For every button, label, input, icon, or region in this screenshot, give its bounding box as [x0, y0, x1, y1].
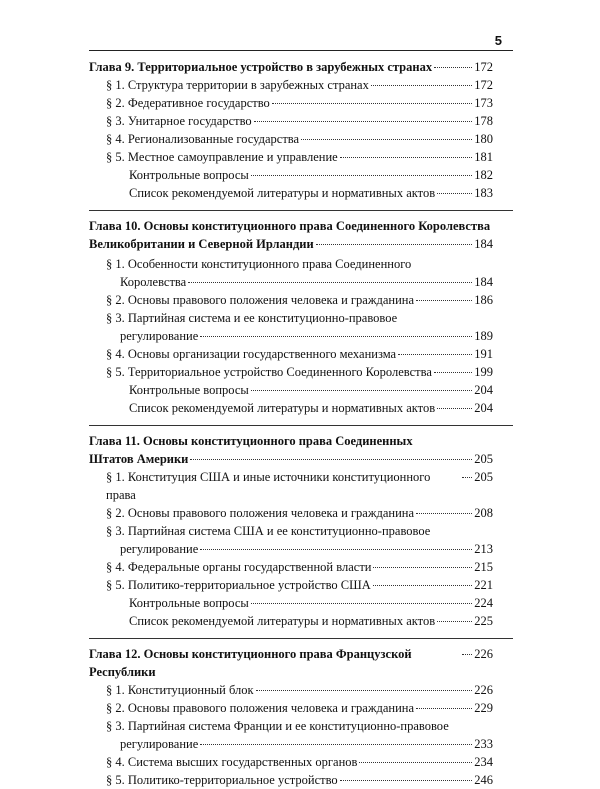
page-ref: 184: [474, 237, 493, 251]
dot-leader: [188, 281, 472, 283]
dot-leader: [371, 84, 472, 86]
section-title: § 4. Система высших государственных органов: [106, 755, 358, 769]
toc-item[interactable]: [89, 184, 493, 202]
section-title: § 2. Основы правового положения человека и гражданина: [106, 701, 415, 715]
dot-leader: [434, 371, 472, 373]
toc-item[interactable]: [89, 148, 493, 166]
toc-item[interactable]: [89, 255, 493, 291]
chapter-10-entry[interactable]: [89, 217, 493, 253]
section-title-line2: регулирование: [120, 542, 199, 556]
page-ref: 178: [474, 114, 493, 128]
page-ref: 204: [474, 401, 493, 415]
dot-leader: [272, 102, 472, 104]
toc-item[interactable]: [89, 468, 493, 504]
section-title: Контрольные вопросы: [129, 168, 249, 182]
table-of-contents: [89, 58, 493, 789]
section-title-line2: регулирование: [120, 737, 199, 751]
page-ref: 224: [474, 596, 493, 610]
page-ref: 184: [474, 275, 493, 289]
section-title: Контрольные вопросы: [129, 596, 249, 610]
page-ref: 204: [474, 383, 493, 397]
page-ref: 208: [474, 506, 493, 520]
dot-leader: [301, 138, 472, 140]
chapter-title: Глава 12. Основы конституционного права Французской Республики: [89, 647, 412, 679]
page-ref: 189: [474, 329, 493, 343]
chapter-11-entry[interactable]: [89, 432, 493, 468]
toc-item[interactable]: [89, 771, 493, 789]
page-ref: 229: [474, 701, 493, 715]
section-title: Контрольные вопросы: [129, 383, 249, 397]
toc-item[interactable]: [89, 381, 493, 399]
section-title-line2: Королевства: [120, 275, 187, 289]
toc-item[interactable]: [89, 576, 493, 594]
page-ref: 181: [474, 150, 493, 164]
page-number: 5: [494, 33, 502, 48]
dot-leader: [398, 353, 472, 355]
toc-item[interactable]: [89, 94, 493, 112]
dot-leader: [437, 407, 472, 409]
toc-item[interactable]: [89, 309, 493, 345]
section-title: § 2. Федеративное государство: [106, 96, 270, 110]
page-ref: 173: [474, 96, 493, 110]
chapter-divider: [89, 638, 513, 639]
dot-leader: [373, 584, 473, 586]
page-ref: 233: [474, 737, 493, 751]
page-ref: 205: [474, 452, 493, 466]
page-ref: 225: [474, 614, 493, 628]
page-ref: 183: [474, 186, 493, 200]
dot-leader: [416, 299, 472, 301]
toc-item[interactable]: [89, 130, 493, 148]
section-title: § 4. Регионализованные государства: [106, 132, 300, 146]
dot-leader: [251, 174, 472, 176]
toc-item[interactable]: [89, 166, 493, 184]
chapter-title-line2: Великобритании и Северной Ирландии: [89, 237, 314, 251]
section-title: § 5. Политико-территориальное устройство: [106, 773, 338, 787]
section-title: § 2. Основы правового положения человека и гражданина: [106, 506, 415, 520]
toc-item[interactable]: [89, 345, 493, 363]
chapter-title-line1: Глава 11. Основы конституционного права Соединенных: [89, 434, 413, 448]
header-rule: [89, 50, 513, 51]
dot-leader: [340, 779, 473, 781]
section-title: Список рекомендуемой литературы и нормативных актов: [129, 614, 436, 628]
page-ref: 172: [474, 60, 493, 74]
toc-item[interactable]: [89, 363, 493, 381]
page-ref: 191: [474, 347, 493, 361]
dot-leader: [416, 512, 472, 514]
page-ref: 226: [474, 647, 493, 661]
dot-leader: [437, 620, 472, 622]
toc-item[interactable]: [89, 753, 493, 771]
dot-leader: [200, 548, 472, 550]
chapter-9-entry[interactable]: [89, 58, 493, 76]
page-ref: 226: [474, 683, 493, 697]
toc-item[interactable]: [89, 717, 493, 753]
section-title-line2: регулирование: [120, 329, 199, 343]
dot-leader: [462, 476, 472, 478]
dot-leader: [256, 689, 473, 691]
section-title-line1: § 3. Партийная система США и ее конституционно-правовое: [106, 524, 431, 538]
section-title: Список рекомендуемой литературы и нормативных актов: [129, 186, 436, 200]
page-ref: 205: [474, 470, 493, 484]
dot-leader: [200, 743, 472, 745]
dot-leader: [462, 653, 472, 655]
section-title: Список рекомендуемой литературы и нормативных актов: [129, 401, 436, 415]
page-ref: 234: [474, 755, 493, 769]
toc-item[interactable]: [89, 594, 493, 612]
dot-leader: [340, 156, 473, 158]
section-title: § 4. Основы организации государственного механизма: [106, 347, 397, 361]
toc-item[interactable]: [89, 699, 493, 717]
dot-leader: [251, 389, 472, 391]
toc-item[interactable]: [89, 291, 493, 309]
toc-item[interactable]: [89, 112, 493, 130]
section-title: § 1. Конституция США и иные источники конституционного права: [106, 470, 431, 502]
chapter-title-line2: Штатов Америки: [89, 452, 189, 466]
dot-leader: [316, 243, 473, 245]
page-ref: 180: [474, 132, 493, 146]
section-title: § 3. Унитарное государство: [106, 114, 252, 128]
page-ref: 215: [474, 560, 493, 574]
dot-leader: [416, 707, 472, 709]
chapter-divider: [89, 425, 513, 426]
dot-leader: [190, 458, 472, 460]
page-ref: 221: [474, 578, 493, 592]
section-title: § 5. Политико-территориальное устройство США: [106, 578, 371, 592]
chapter-divider: [89, 210, 513, 211]
toc-item[interactable]: [89, 399, 493, 417]
page-ref: 246: [474, 773, 493, 787]
page-ref: 186: [474, 293, 493, 307]
dot-leader: [437, 192, 472, 194]
page-ref: 182: [474, 168, 493, 182]
section-title-line1: § 3. Партийная система Франции и ее конституционно-правовое: [106, 719, 449, 733]
dot-leader: [373, 566, 472, 568]
section-title: § 5. Местное самоуправление и управление: [106, 150, 338, 164]
page-ref: 213: [474, 542, 493, 556]
dot-leader: [254, 120, 473, 122]
section-title: § 4. Федеральные органы государственной власти: [106, 560, 372, 574]
page-ref: 199: [474, 365, 493, 379]
page-ref: 172: [474, 78, 493, 92]
chapter-12-entry[interactable]: [89, 645, 493, 681]
section-title: § 5. Территориальное устройство Соединенного Королевства: [106, 365, 432, 379]
dot-leader: [251, 602, 472, 604]
dot-leader: [200, 335, 472, 337]
section-title-line1: § 3. Партийная система и ее конституционно-правовое: [106, 311, 398, 325]
toc-item[interactable]: [89, 76, 493, 94]
toc-item[interactable]: [89, 522, 493, 558]
section-title: § 1. Структура территории в зарубежных странах: [106, 78, 369, 92]
toc-item[interactable]: [89, 612, 493, 630]
toc-item[interactable]: [89, 558, 493, 576]
dot-leader: [359, 761, 472, 763]
dot-leader: [434, 66, 472, 68]
chapter-title-line1: Глава 10. Основы конституционного права Соединенного Королевства: [89, 219, 491, 233]
toc-item[interactable]: [89, 681, 493, 699]
section-title: § 1. Конституционный блок: [106, 683, 254, 697]
section-title: § 2. Основы правового положения человека и гражданина: [106, 293, 415, 307]
chapter-title: Глава 9. Территориальное устройство в зарубежных странах: [89, 60, 433, 74]
toc-item[interactable]: [89, 504, 493, 522]
section-title-line1: § 1. Особенности конституционного права Соединенного: [106, 257, 412, 271]
